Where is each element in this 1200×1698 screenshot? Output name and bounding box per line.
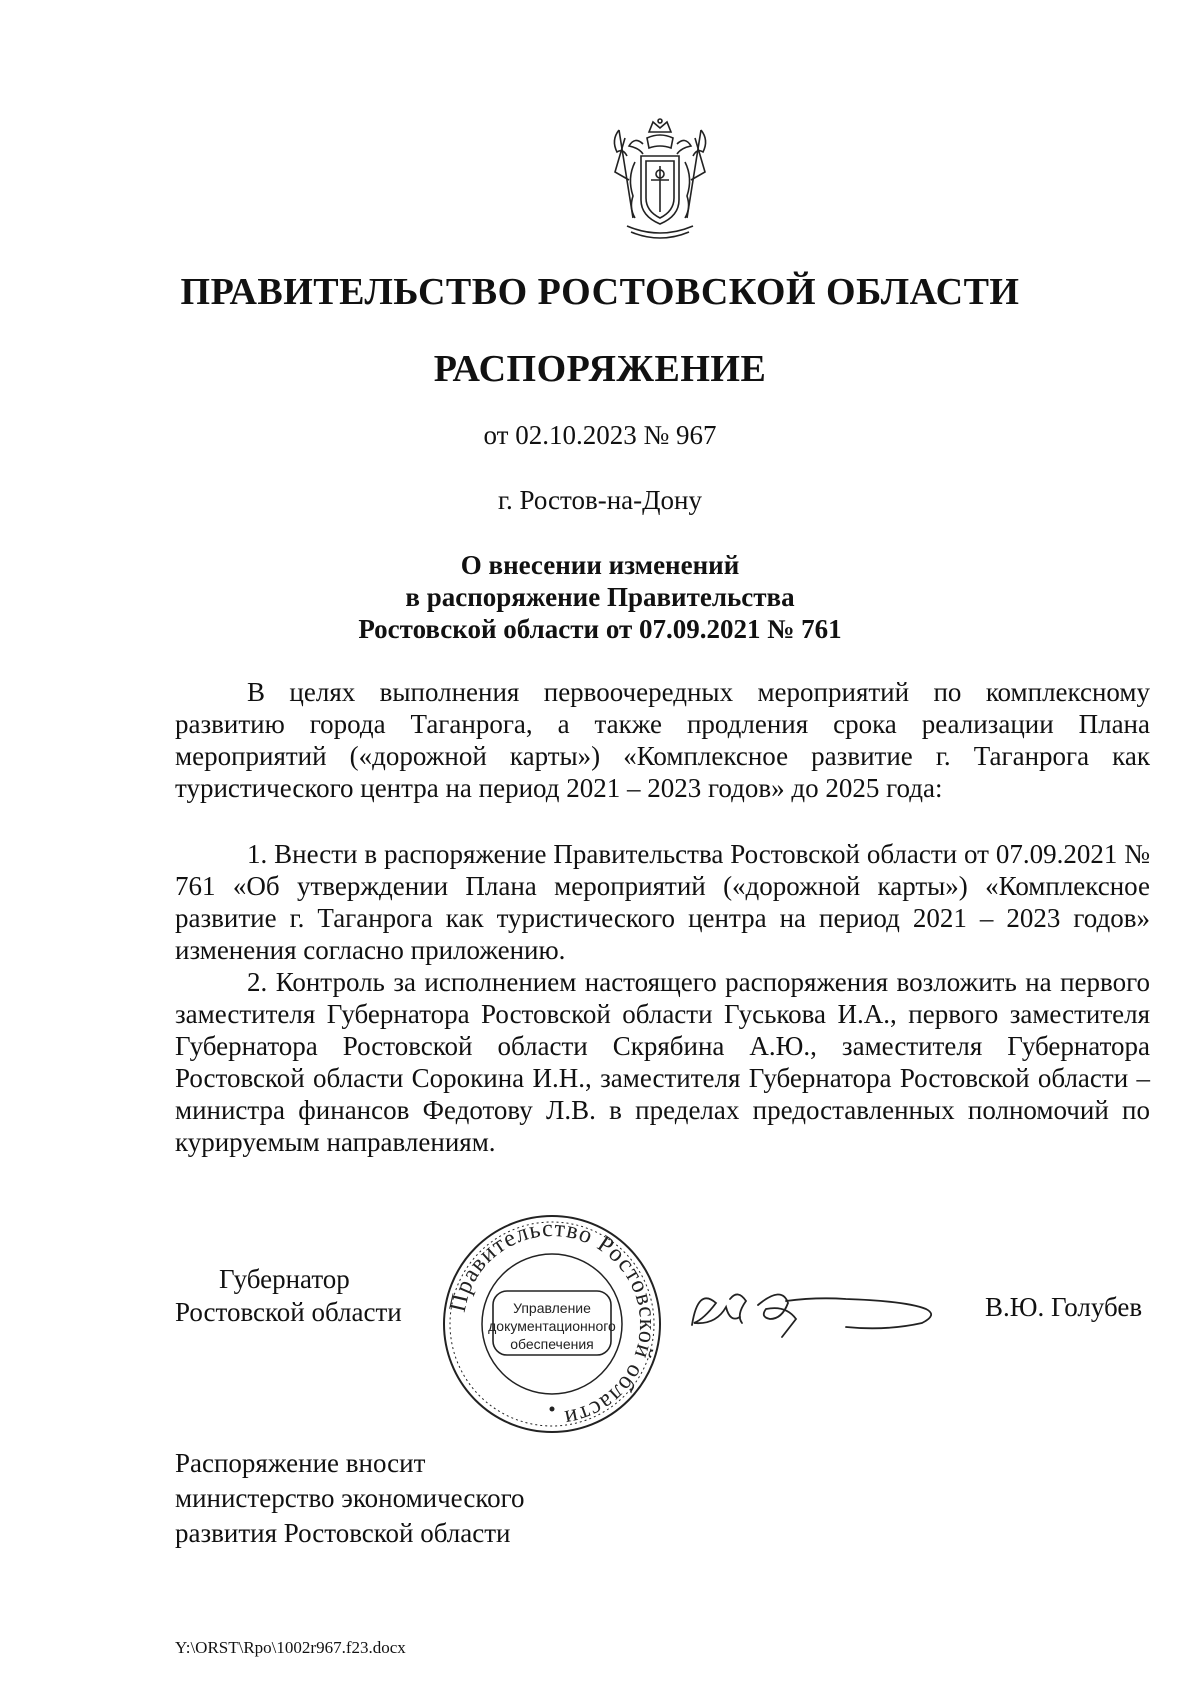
seal-inner-line: документационного — [488, 1318, 616, 1334]
seal-inner-line: обеспечения — [510, 1336, 594, 1352]
handwritten-signature-icon — [686, 1279, 946, 1341]
document-subject — [0, 549, 1200, 645]
coat-of-arms-icon — [605, 118, 715, 244]
document-type: РАСПОРЯЖЕНИЕ — [433, 348, 767, 390]
preamble-section — [175, 676, 1150, 804]
signatory-position — [175, 1263, 402, 1329]
organization-title: ПРАВИТЕЛЬСТВО РОСТОВСКОЙ ОБЛАСТИ — [180, 271, 1020, 313]
order-item-1: 1. Внести в распоряжение Правительства Ростовской области от 07.09.2021 № 761 «Об утверждении Плана мероприятий («дорожной карты») «Комплексное развитие г. Таганрога как туристического центра на период 2021 – 2023 годов» изменения согласно приложению. — [175, 839, 1150, 965]
order-items — [175, 838, 1150, 1158]
submitted-line: Распоряжение вносит — [175, 1448, 426, 1478]
subject-line: О внесении изменений — [460, 550, 740, 580]
seal-inner-line: Управление — [513, 1300, 591, 1316]
document-city: г. Ростов-на-Дону — [497, 485, 702, 515]
position-line: Ростовской области — [175, 1297, 402, 1327]
position-line: Губернатор — [219, 1264, 350, 1294]
submitted-by — [175, 1446, 524, 1551]
document-date-number: от 02.10.2023 № 967 — [483, 420, 717, 450]
submitted-line: министерство экономического — [175, 1483, 525, 1513]
file-path: Y:\ORST\Rpo\1002r967.f23.docx — [175, 1638, 406, 1657]
submitted-line: развития Ростовской области — [175, 1518, 511, 1548]
official-seal-icon — [441, 1213, 663, 1435]
preamble-paragraph: В целях выполнения первоочередных мероприятий по комплексному развитию города Таганрога, а также продления срока реализации Плана мероприятий («дорожной карты») «Комплексное развитие г. Таганрога как туристического центра на период 2021 – 2023 годов» до 2025 года: — [175, 677, 1150, 803]
seal-outer-text: Правительство Ростовской области — [444, 1215, 661, 1432]
subject-line: в распоряжение Правительства — [405, 582, 795, 612]
signer-name: В.Ю. Голубев — [985, 1292, 1143, 1322]
order-item-2: 2. Контроль за исполнением настоящего распоряжения возложить на первого заместителя Губернатора Ростовской области Гуськова И.А., первого заместителя Губернатора Ростовской области Скрябина А.Ю., заместителя Губернатора Ростовской области Сорокина И.Н., заместителя Губернатора Ростовской области – министра финансов Федотову Л.В. в пределах предоставленных полномочий по курируемым направлениям. — [175, 967, 1150, 1157]
subject-line: Ростовской области от 07.09.2021 № 761 — [358, 614, 842, 644]
